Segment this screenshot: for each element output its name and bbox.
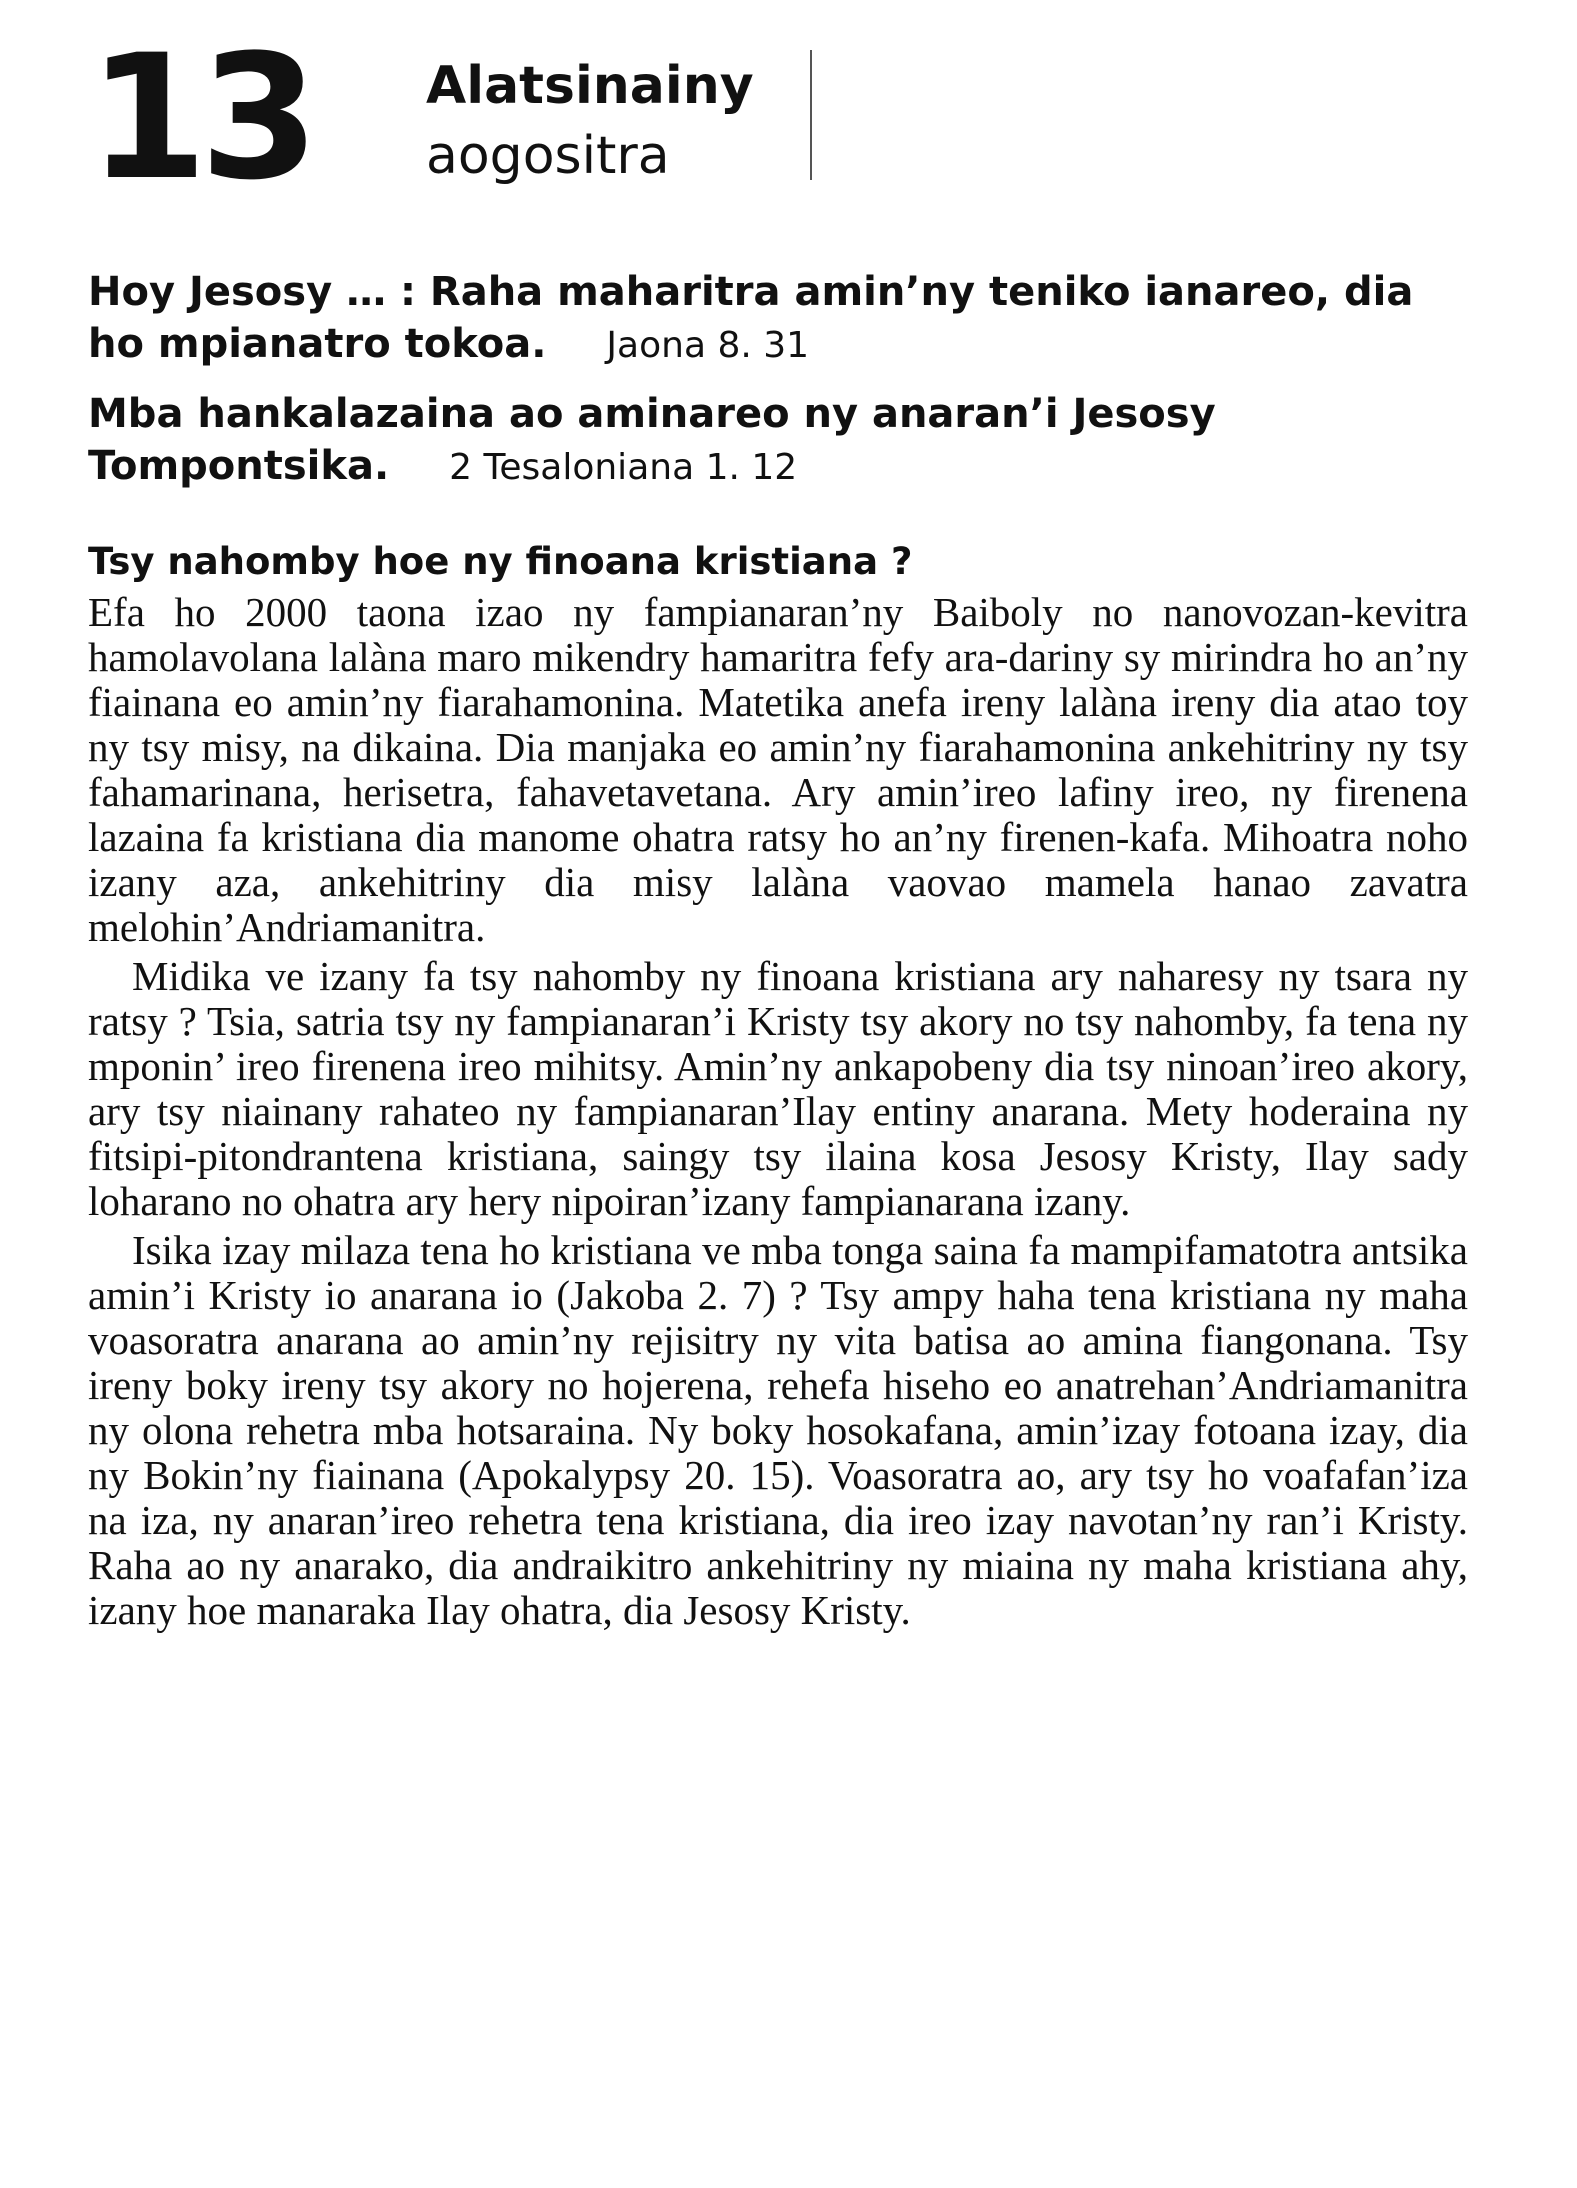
- meditation-paragraph-2: Midika ve izany fa tsy nahomby ny finoana kristiana ary naharesy ny tsara ny ratsy ? Tsia, satria tsy ny fampianaran’i Kristy tsy akory no tsy nahomby, fa tena ny mponin’ ireo firenena ireo mihitsy. Amin’ny ankapobeny dia tsy ninoan’ireo akory, ary tsy niainany rahateo ny fampianaran’Ilay entiny anarana. Mety hoderaina ny fitsipi-pitondrantena kristiana, saingy tsy ilaina kosa Jesosy Kristy, Ilay sady loharano no ohatra ary hery nipoiran’izany fampianarana izany.: [88, 953, 1468, 1224]
- verse-2-reference: 2 Tesaloniana 1. 12: [449, 447, 798, 488]
- date-header: [88, 17, 1468, 218]
- verse-1-reference: Jaona 8. 31: [606, 325, 810, 366]
- month-label: aogositra: [426, 126, 670, 186]
- day-number: 13: [88, 17, 312, 218]
- meditation-paragraph-3: Isika izay milaza tena ho kristiana ve mba tonga saina fa mampifamatotra antsika amin’i Kristy io anarana io (Jakoba 2. 7) ? Tsy ampy haha tena kristiana ny maha voasoratra anarana ao amin’ny rejisitry ny vita batisa ao amina fiangonana. Tsy ireny boky ireny tsy akory no hojerena, rehefa hiseho eo anatrehan’Andriamanitra ny olona rehetra mba hotsaraina. Ny boky hosokafana, amin’izay fotoana izay, dia ny Bokin’ny fiainana (Apokalypsy 20. 15). Voasoratra ao, ary tsy ho voafafan’iza na iza, ny anaran’ireo rehetra tena kristiana, dia ireo izay navotan’ny ran’i Kristy. Raha ao ny anarako, dia andraikitro ankehitriny ny miaina ny maha kristiana ahy, izany hoe manaraka Ilay ohatra, dia Jesosy Kristy.: [88, 1227, 1468, 1633]
- verse-2-text: Mba hankalazaina ao aminareo ny anaran’i Jesosy Tompontsika.: [88, 391, 1216, 489]
- verse-1-text: Hoy Jesosy … : Raha maharitra amin’ny teniko ianareo, dia ho mpianatro tokoa.: [88, 269, 1414, 367]
- verse-1: [88, 266, 1468, 372]
- weekday-label: Alatsinainy: [426, 56, 754, 116]
- meditation-body: [88, 590, 1468, 1633]
- header-divider: [810, 50, 812, 180]
- devotional-page: [88, 17, 1468, 1633]
- meditation-title: Tsy nahomby hoe ny finoana kristiana ?: [88, 540, 913, 583]
- verse-2: [88, 388, 1468, 494]
- meditation-paragraph-1: Efa ho 2000 taona izao ny fampianaran’ny Baiboly no nanovozan-kevitra hamolavolana lalàna maro mikendry hamaritra fefy ara-dariny sy mirindra ho an’ny fiainana eo amin’ny fiarahamonina. Matetika anefa ireny lalàna ireny dia atao toy ny tsy misy, na dikaina. Dia manjaka eo amin’ny fiarahamonina ankehitriny ny tsy fahamarinana, herisetra, fahavetavetana. Ary amin’ireo lafiny ireo, ny firenena lazaina fa kristiana dia manome ohatra ratsy ho an’ny firenen-kafa. Mihoatra noho izany aza, ankehitriny dia misy lalàna vaovao mamela hanao zavatra melohin’Andriamanitra.: [88, 589, 1468, 950]
